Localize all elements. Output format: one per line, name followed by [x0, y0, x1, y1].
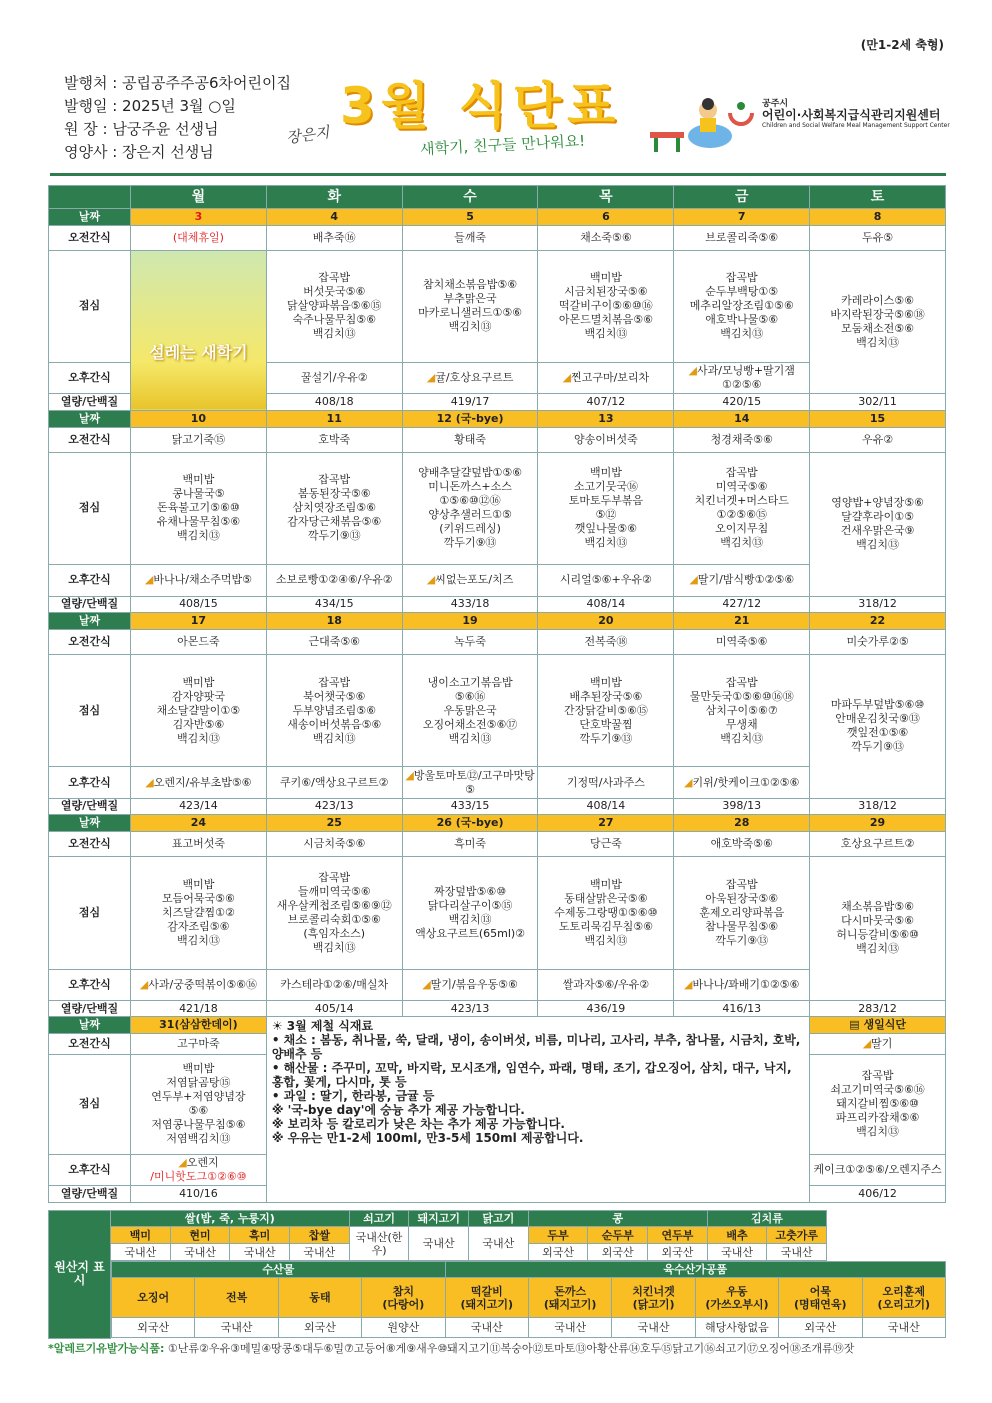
lunch-cell: 백미밥 배추된장국⑤⑥ 간장닭갈비⑤⑥⑮ 단호박꿀찜 깍두기⑨⑬ [538, 654, 674, 767]
origin-item: 오리훈제 (오리고기) [862, 1278, 945, 1318]
origin-value: 국내산 [528, 1318, 611, 1338]
pm-snack-label: 오후간식 [49, 767, 131, 798]
rice-item: 흑미 [230, 1227, 290, 1244]
energy-cell: 419/17 [402, 394, 538, 411]
energy-cell: 318/12 [810, 798, 946, 815]
seasonal-notice [266, 1017, 809, 1203]
date-label: 날짜 [49, 613, 131, 630]
date-cell: 21 [674, 613, 810, 630]
pm-snack-cell: 소보로빵①②④⑥/우유② [266, 565, 402, 596]
lunch-cell: 냉이소고기볶음밥 ⑤⑥⑯ 우동맑은국 오징어채소전⑤⑥⑰ 백김치⑬ [402, 654, 538, 767]
date-cell: 20 [538, 613, 674, 630]
proc-group: 육수산가공품 [445, 1262, 945, 1278]
pm-snack-cell: ◢방울토마토⑫/고구마맛탕⑤ [402, 767, 538, 798]
lunch-cell: 잡곡밥 봄동된장국⑤⑥ 삼치엿장조림⑤⑥ 감자당근채볶음⑤⑥ 깍두기⑨⑬ [266, 452, 402, 565]
day-header: 화 [266, 186, 402, 209]
notice-veg: • 채소 : 봄동, 취나물, 쑥, 달래, 냉이, 송이버섯, 비름, 미나리, 고사리, 부추, 참나물, 시금치, 호박, 양배추 등 [271, 1033, 801, 1062]
origin-item: 돈까스 (돼지고기) [528, 1278, 611, 1318]
energy-label: 열량/단백질 [49, 596, 131, 613]
am-snack-cell: 청경채죽⑤⑥ [674, 427, 810, 452]
date-cell: 10 [131, 411, 267, 428]
energy-cell: 398/13 [674, 798, 810, 815]
slogan: 새학기, 친구들 만나워요! [419, 131, 586, 159]
pm-snack-cell: ◢바나나/채소주먹밥⑤ [131, 565, 267, 596]
origin-value: 해당사항없음 [695, 1318, 778, 1338]
center-logo-icon [726, 98, 756, 128]
date-cell: 22 [810, 613, 946, 630]
date-cell: 17 [131, 613, 267, 630]
lunch-label: 점심 [49, 856, 131, 969]
kimchi-item: 배추 [707, 1227, 767, 1244]
energy-cell: 423/13 [402, 1000, 538, 1017]
am-snack-cell: 녹두죽 [402, 629, 538, 654]
page-title: 3월 식단표 [340, 77, 622, 135]
kimchi-group: 김치류 [707, 1211, 826, 1227]
energy-label: 열량/단백질 [49, 798, 131, 815]
rice-origin: 국내산 [290, 1244, 350, 1261]
bean-item: 순두부 [588, 1227, 648, 1244]
energy-cell: 410/16 [131, 1186, 267, 1203]
corner-cell [49, 186, 131, 209]
cake-icon: ▤ [849, 1018, 860, 1032]
origin-item: 떡갈비 (돼지고기) [445, 1278, 528, 1318]
lunch-label: 점심 [49, 654, 131, 767]
publish-date: 발행일 : 2025년 3월 ○일 [64, 97, 236, 115]
date-cell: 29 [810, 815, 946, 832]
leaf-icon: ◢ [145, 775, 154, 789]
energy-cell: 433/18 [402, 596, 538, 613]
lunch-cell: 백미밥 감자양팟국 채소달걀말이①⑤ 김자반⑤⑥ 백김치⑬ [131, 654, 267, 767]
energy-cell: 405/14 [266, 1000, 402, 1017]
origin-item: 참치 (다랑어) [362, 1278, 445, 1318]
energy-label: 열량/단백질 [49, 394, 131, 411]
leaf-icon: ◢ [139, 977, 149, 991]
energy-cell: 407/12 [538, 394, 674, 411]
lunch-cell: 잡곡밥 물만둣국①⑤⑥⑩⑯⑱ 삼치구이⑤⑥⑦ 무생채 백김치⑬ [674, 654, 810, 767]
energy-cell: 408/18 [266, 394, 402, 411]
holiday-image-text: 설레는 새학기 [149, 342, 248, 362]
origin-label: 원산지 표시 [49, 1211, 111, 1339]
logo-city: 공주시 [762, 99, 789, 109]
leaf-icon: ◢ [562, 371, 572, 385]
date-cell: 19 [402, 613, 538, 630]
pm-snack-label: 오후간식 [49, 565, 131, 596]
am-snack-label: 오전간식 [49, 831, 131, 856]
pm-snack-cell: ◢키위/핫케이크①②⑤⑥ [674, 767, 810, 798]
pm-snack-label: 오후간식 [49, 969, 131, 1000]
am-snack-cell: 미역죽⑤⑥ [674, 629, 810, 654]
date-cell: 25 [266, 815, 402, 832]
pm-snack-cell: ◢찐고구마/보리차 [538, 363, 674, 394]
pm-snack-label: 오후간식 [49, 363, 131, 394]
pm-snack-cell: ◢오렌지/유부초밥⑤⑥ [131, 767, 267, 798]
lunch-cell: 참치채소볶음밥⑤⑥ 부추맑은국 마카로니샐러드①⑤⑥ 백김치⑬ [402, 250, 538, 363]
menu-table [48, 185, 946, 1203]
origin-item: 오징어 [112, 1278, 195, 1318]
lunch-cell: 잡곡밥 버섯뭇국⑤⑥ 닭살양파볶음⑤⑥⑮ 숙주나물무침⑤⑥ 백김치⑬ [266, 250, 402, 363]
logo-english: Children and Social Welfare Meal Management Support Center [762, 122, 950, 129]
pm-snack-cell: 쿠키⑥/액상요구르트② [266, 767, 402, 798]
origin-value: 외국산 [779, 1318, 862, 1338]
lunch-cell: 잡곡밥 들깨미역국⑤⑥ 새우살케첩조림⑤⑥⑨⑫ 브로콜리숙회①⑤⑥ (흑임자소스) 백김치⑬ [266, 856, 402, 969]
origin-value: 국내산 [862, 1318, 945, 1338]
energy-cell: 423/13 [266, 798, 402, 815]
lunch-cell: 양배추달걀덮밥①⑤⑥ 미니돈까스+소스 ①⑤⑥⑩⑫⑯ 양상추샐러드①⑤ (키위드레싱) 깍두기⑨⑬ [402, 452, 538, 565]
am-snack-cell: 아몬드죽 [131, 629, 267, 654]
am-snack-cell: 흑미죽 [402, 831, 538, 856]
energy-cell: 436/19 [538, 1000, 674, 1017]
header [50, 60, 950, 176]
energy-cell: 423/14 [131, 798, 267, 815]
am-snack-cell: 브로콜리죽⑤⑥ [674, 225, 810, 250]
pm-snack-cell: ◢사과/모닝빵+딸기잼①②⑤⑥ [674, 363, 810, 394]
pm-snack-cell: 기정떡/사과주스 [538, 767, 674, 798]
origin-item: 치킨너겟 (닭고기) [612, 1278, 695, 1318]
origin-item: 동태 [278, 1278, 361, 1318]
date-cell: 8 [810, 208, 946, 225]
lunch-label: 점심 [49, 1054, 131, 1154]
beef-label: 쇠고기 [349, 1211, 409, 1227]
day-header: 토 [810, 186, 946, 209]
pm-snack-cell: ◢딸기/볶음우동⑤⑥ [402, 969, 538, 1000]
am-snack-cell: 채소죽⑤⑥ [538, 225, 674, 250]
leaf-icon: ◢ [689, 573, 698, 587]
lunch-cell: 채소볶음밥⑤⑥ 다시마뭇국⑤⑥ 허니등갈비⑤⑥⑩ 백김치⑬ [810, 856, 946, 1000]
birthday-title: ▤ 생일식단 [810, 1017, 946, 1034]
pm-snack-cell: ◢딸기/밤식빵①②⑤⑥ [674, 565, 810, 596]
notice-fruit: • 과일 : 딸기, 한라봉, 금귤 등 [271, 1089, 435, 1104]
date-cell: 11 [266, 411, 402, 428]
sun-icon: ☀ [271, 1019, 283, 1034]
publish-info [64, 72, 291, 164]
pm-snack-cell: ◢씨없는포도/치즈 [402, 565, 538, 596]
am-snack-cell: 당근죽 [538, 831, 674, 856]
origin-value: 외국산 [278, 1318, 361, 1338]
lunch-cell: 백미밥 모듬어묵국⑤⑥ 치즈달걀찜①② 감자조림⑤⑥ 백김치⑬ [131, 856, 267, 969]
leaf-icon: ◢ [422, 977, 431, 991]
lunch-cell: 백미밥 콩나물국⑤ 돈육불고기⑤⑥⑩ 유채나물무침⑤⑥ 백김치⑬ [131, 452, 267, 565]
energy-cell: 420/15 [674, 394, 810, 411]
energy-label: 열량/단백질 [49, 1000, 131, 1017]
lunch-cell: 잡곡밥 미역국⑤⑥ 치킨너겟+머스타드 ①②⑤⑥⑮ 오이지무침 백김치⑬ [674, 452, 810, 565]
date-cell: 12 (국-bye) [402, 411, 538, 428]
day-header: 목 [538, 186, 674, 209]
lunch-cell: 카레라이스⑤⑥ 바지락된장국⑤⑥⑱ 모둠채소전⑤⑥ 백김치⑬ [810, 250, 946, 394]
am-snack-cell: 시금치죽⑤⑥ [266, 831, 402, 856]
energy-cell: 408/15 [131, 596, 267, 613]
origin-value: 국내산 [612, 1318, 695, 1338]
allergy-legend [48, 1340, 854, 1356]
leaf-icon: ◢ [144, 573, 154, 587]
date-cell: 7 [674, 208, 810, 225]
pm-snack-cell: ◢사과/궁중떡볶이⑤⑥⑯ [131, 969, 267, 1000]
energy-cell: 408/14 [538, 596, 674, 613]
date-cell: 13 [538, 411, 674, 428]
date-cell: 26 (국-bye) [402, 815, 538, 832]
notice-1: ※ '국-bye day'에 숭늉 추가 제공 가능합니다. [271, 1103, 525, 1118]
birthday-am: ◢딸기 [810, 1034, 946, 1055]
chicken-origin: 국내산 [469, 1227, 529, 1261]
energy-cell: 318/12 [810, 596, 946, 613]
lunch-cell: 잡곡밥 순두부백탕①⑤ 메추리알장조림①⑤⑥ 애호박나물⑤⑥ 백김치⑬ [674, 250, 810, 363]
am-snack-label: 오전간식 [49, 225, 131, 250]
bean-item: 두부 [528, 1227, 588, 1244]
notice-2: ※ 보리차 등 칼로리가 낮은 차는 추가 제공 가능합니다. [271, 1117, 565, 1132]
date-label: 날짜 [49, 815, 131, 832]
am-snack-label: 오전간식 [49, 1034, 131, 1055]
signature: 장은지 [285, 123, 331, 147]
leaf-icon: ◢ [684, 775, 693, 789]
center-logo [726, 96, 950, 132]
date-cell: 4 [266, 208, 402, 225]
kimchi-origin: 국내산 [767, 1244, 827, 1261]
am-snack-label: 오전간식 [49, 427, 131, 452]
rice-item: 현미 [170, 1227, 230, 1244]
kimchi-item: 고춧가루 [767, 1227, 827, 1244]
date-cell: 31(삼삼한데이) [131, 1017, 267, 1034]
am-snack-cell: 우유② [810, 427, 946, 452]
energy-label: 열량/단백질 [49, 1186, 131, 1203]
pm-snack-cell: ◢오렌지 /미니핫도그①②⑥⑩ [131, 1154, 267, 1185]
lunch-cell: 영양밥+양념장⑤⑥ 달걀후라이①⑤ 건새우맑은국⑨ 백김치⑬ [810, 452, 946, 596]
lunch-cell: 백미밥 시금치된장국⑤⑥ 떡갈비구이⑤⑥⑩⑯ 아몬드멸치볶음⑤⑥ 백김치⑬ [538, 250, 674, 363]
director: 원 장 : 남궁주윤 선생님 [64, 120, 219, 138]
pm-snack-cell: ◢귤/호상요구르트 [402, 363, 538, 394]
origin-value: 국내산 [445, 1318, 528, 1338]
chicken-label: 닭고기 [469, 1211, 529, 1227]
rice-item: 백미 [111, 1227, 171, 1244]
energy-cell: 283/12 [810, 1000, 946, 1017]
holiday-image [131, 250, 267, 410]
energy-cell: 433/15 [402, 798, 538, 815]
energy-cell: 302/11 [810, 394, 946, 411]
leaf-icon: ◢ [426, 371, 436, 385]
birthday-pm: 케이크①②⑤⑥/오렌지주스 [810, 1154, 946, 1185]
date-label: 날짜 [49, 208, 131, 225]
leaf-icon: ◢ [688, 364, 697, 378]
origin-value: 국내산 [195, 1318, 278, 1338]
lunch-label: 점심 [49, 250, 131, 363]
bean-origin: 외국산 [648, 1244, 708, 1261]
birthday-energy: 406/12 [810, 1186, 946, 1203]
beef-origin: 국내산(한우) [349, 1227, 409, 1261]
am-snack-cell: 고구마죽 [131, 1034, 267, 1055]
energy-cell: 416/13 [674, 1000, 810, 1017]
am-snack-cell: 황태죽 [402, 427, 538, 452]
am-snack-cell: 두유⑤ [810, 225, 946, 250]
allergy-list: ①난류②우유③메밀④땅콩⑤대두⑥밀⑦고등어⑧게⑨새우⑩돼지고기⑪복숭아⑫토마토⑬아황산류⑭호두⑮닭고기⑯쇠고기⑰오징어⑱조개류⑲잣 [167, 1342, 855, 1355]
rice-group: 쌀(밥, 죽, 누룽지) [111, 1211, 350, 1227]
birthday-lunch: 잡곡밥 쇠고기미역국⑤⑥⑯ 돼지갈비찜⑤⑥⑩ 파프리카잡채⑤⑥ 백김치⑬ [810, 1054, 946, 1154]
bean-item: 연두부 [648, 1227, 708, 1244]
pm-snack-cell: ◢바나나/꽈배기①②⑤⑥ [674, 969, 810, 1000]
day-header: 월 [131, 186, 267, 209]
bean-origin: 외국산 [528, 1244, 588, 1261]
day-header: 금 [674, 186, 810, 209]
am-snack-cell: 호상요구르트② [810, 831, 946, 856]
allergy-label: *알레르기유발가능식품: [48, 1342, 165, 1355]
notice-3: ※ 우유는 만1-2세 100ml, 만3-5세 150ml 제공합니다. [271, 1131, 584, 1146]
date-cell: 6 [538, 208, 674, 225]
leaf-icon: ◢ [684, 977, 693, 991]
origin-item: 우동 (가쓰오부시) [695, 1278, 778, 1318]
kimchi-origin: 국내산 [707, 1244, 767, 1261]
energy-cell: 408/14 [538, 798, 674, 815]
date-cell: 15 [810, 411, 946, 428]
lunch-cell: 마파두부덮밥⑤⑥⑩ 안매운김칫국⑨⑬ 깻잎전①⑤⑥ 깍두기⑨⑬ [810, 654, 946, 798]
bean-origin: 외국산 [588, 1244, 648, 1261]
origin-value: 외국산 [112, 1318, 195, 1338]
notice-title: ☀ 3월 제철 식재료 [271, 1019, 374, 1034]
am-snack-cell: 전복죽⑱ [538, 629, 674, 654]
pm-snack-cell: 시리얼⑤⑥+우유② [538, 565, 674, 596]
am-snack-cell: (대체휴일) [131, 225, 267, 250]
rice-item: 찹쌀 [290, 1227, 350, 1244]
seafood-origin-table [111, 1261, 946, 1338]
lunch-cell: 잡곡밥 북어챗국⑤⑥ 두부양념조림⑤⑥ 새송이버섯볶음⑤⑥ 백김치⑬ [266, 654, 402, 767]
notice-sea: • 해산물 : 주꾸미, 꼬막, 바지락, 모시조개, 임연수, 파래, 명태, 조기, 갑오징어, 삼치, 대구, 낙지, 홍합, 꽃게, 다시마, 톳 등 [271, 1061, 792, 1090]
am-snack-cell: 표고버섯죽 [131, 831, 267, 856]
lunch-cell: 백미밥 동태살맑은국⑤⑥ 수제동그랑땡①⑤⑥⑩ 도토리묵김무침⑤⑥ 백김치⑬ [538, 856, 674, 969]
rice-origin: 국내산 [230, 1244, 290, 1261]
lunch-cell: 잡곡밥 아욱된장국⑤⑥ 훈제오리양파볶음 참나물무침⑤⑥ 깍두기⑨⑬ [674, 856, 810, 969]
date-label: 날짜 [49, 411, 131, 428]
rice-origin: 국내산 [111, 1244, 171, 1261]
pork-origin: 국내산 [409, 1227, 469, 1261]
age-tag: (만1-2세 축형) [860, 38, 944, 52]
am-snack-cell: 근대죽⑤⑥ [266, 629, 402, 654]
pm-snack-cell: 꿀설기/우유② [266, 363, 402, 394]
date-cell: 18 [266, 613, 402, 630]
am-snack-cell: 배추죽⑯ [266, 225, 402, 250]
date-cell: 28 [674, 815, 810, 832]
origin-item: 어묵 (명태연육) [779, 1278, 862, 1318]
am-snack-label: 오전간식 [49, 629, 131, 654]
energy-cell: 427/12 [674, 596, 810, 613]
am-snack-cell: 닭고기죽⑮ [131, 427, 267, 452]
pm-snack-label: 오후간식 [49, 1154, 131, 1185]
am-snack-cell: 들깨죽 [402, 225, 538, 250]
lunch-cell: 백미밥 소고기뭇국⑯ 토마토두부볶음 ⑤⑫ 깻잎나물⑤⑥ 백김치⑬ [538, 452, 674, 565]
children-illustration-icon [640, 88, 740, 158]
logo-name: 어린이·사회복지급식관리지원센터 [762, 108, 941, 122]
date-cell: 5 [402, 208, 538, 225]
lunch-cell: 백미밥 저염닭곰탕⑮ 연두부+저염양념장 ⑤⑥ 저염콩나물무침⑤⑥ 저염백김치⑬ [131, 1054, 267, 1154]
rice-origin: 국내산 [170, 1244, 230, 1261]
date-label: 날짜 [49, 1017, 131, 1034]
origin-value: 원양산 [362, 1318, 445, 1338]
energy-cell: 421/18 [131, 1000, 267, 1017]
date-cell: 24 [131, 815, 267, 832]
pork-label: 돼지고기 [409, 1211, 469, 1227]
date-cell: 27 [538, 815, 674, 832]
date-cell: 3 [131, 208, 267, 225]
lunch-label: 점심 [49, 452, 131, 565]
pm-snack-cell: 카스테라①②⑥/매실차 [266, 969, 402, 1000]
leaf-icon: ◢ [426, 573, 436, 587]
am-snack-cell: 미숫가루②⑤ [810, 629, 946, 654]
energy-cell: 434/15 [266, 596, 402, 613]
leaf-icon: ◢ [405, 768, 414, 782]
origin-item: 전복 [195, 1278, 278, 1318]
origin-table [48, 1210, 946, 1339]
sea-group: 수산물 [112, 1262, 446, 1278]
am-snack-cell: 호박죽 [266, 427, 402, 452]
bean-group: 콩 [528, 1211, 707, 1227]
dietitian: 영양사 : 장은지 선생님 [64, 143, 214, 161]
day-header: 수 [402, 186, 538, 209]
date-cell: 14 [674, 411, 810, 428]
publisher: 발행처 : 공립공주주공6차어린이집 [64, 74, 291, 92]
am-snack-cell: 양송이버섯죽 [538, 427, 674, 452]
lunch-cell: 짜장덮밥⑤⑥⑩ 닭다리살구이⑤⑮ 백김치⑬ 액상요구르트(65ml)② [402, 856, 538, 969]
pm-snack-cell: 쌀과자⑤⑥/우유② [538, 969, 674, 1000]
am-snack-cell: 애호박죽⑤⑥ [674, 831, 810, 856]
